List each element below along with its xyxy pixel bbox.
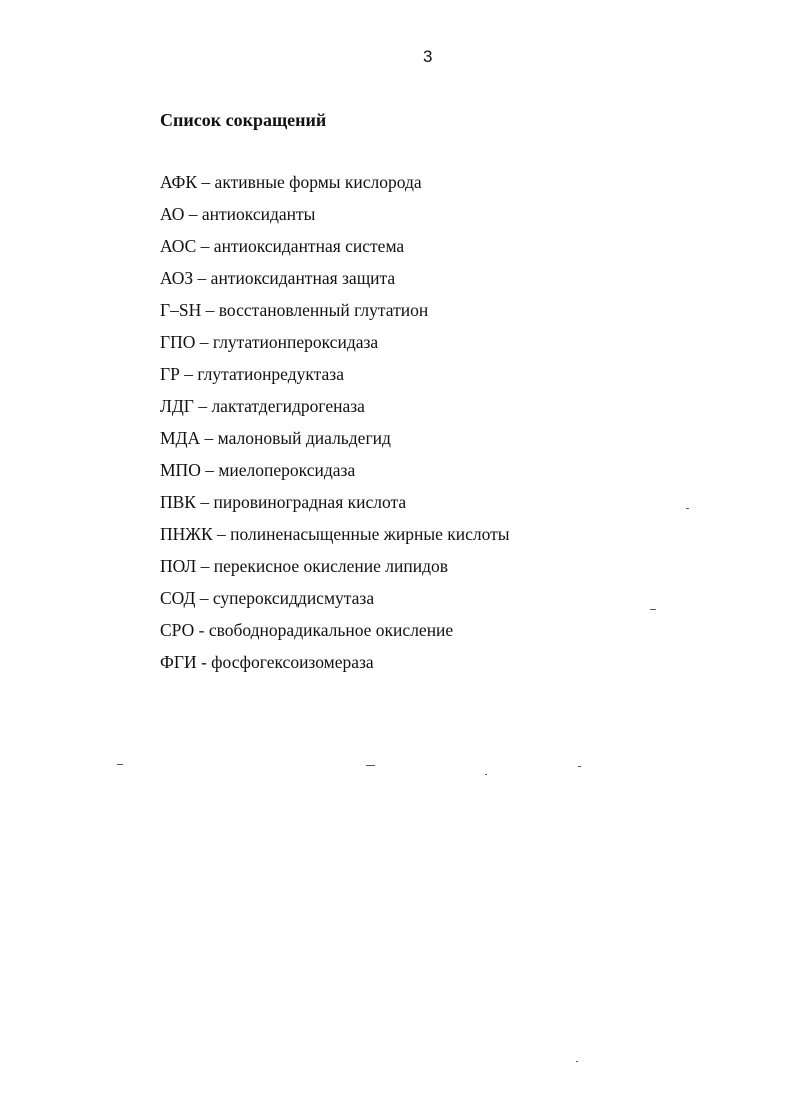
abbreviation-definition: антиоксидантная система	[213, 236, 405, 256]
abbreviation-definition: активные формы кислорода	[214, 172, 422, 192]
abbreviation-item	[160, 394, 510, 426]
abbreviation-item	[160, 554, 510, 586]
abbreviation-separator: –	[201, 300, 219, 320]
abbreviation-term: ГР	[160, 364, 180, 384]
abbreviation-item	[160, 202, 510, 234]
abbreviation-term: АОС	[160, 236, 197, 256]
abbreviation-item	[160, 522, 510, 554]
abbreviation-separator: –	[193, 396, 212, 416]
abbreviation-item	[160, 650, 510, 682]
abbreviation-item	[160, 266, 510, 298]
abbreviation-definition: пировиноградная кислота	[213, 492, 407, 512]
abbreviation-item	[160, 330, 510, 362]
abbreviation-term: ПВК	[160, 492, 196, 512]
abbreviation-term: ЛДГ	[160, 396, 194, 416]
abbreviation-item	[160, 170, 510, 202]
abbreviation-term: Г–SH	[160, 300, 202, 320]
abbreviation-separator: –	[179, 364, 198, 384]
abbreviation-item	[160, 458, 510, 490]
abbreviation-item	[160, 490, 510, 522]
abbreviation-separator: –	[193, 268, 211, 288]
abbreviation-definition: миелопероксидаза	[218, 460, 356, 480]
abbreviation-separator: –	[200, 428, 218, 448]
abbreviation-definition: антиоксидантная защита	[210, 268, 396, 288]
abbreviation-separator: –	[212, 524, 231, 544]
abbreviation-definition: фосфогексоизомераза	[211, 652, 374, 672]
abbreviation-term: МДА	[160, 428, 201, 448]
abbreviation-term: СРО	[160, 620, 195, 640]
scan-speck	[366, 765, 375, 766]
abbreviation-definition: малоновый диальдегид	[217, 428, 391, 448]
section-title: Список сокращений	[160, 110, 327, 130]
scan-speck	[578, 766, 581, 767]
abbreviation-item	[160, 586, 510, 618]
abbreviation-term: ГПО	[160, 332, 196, 352]
abbreviation-item	[160, 426, 510, 458]
abbreviation-definition: антиоксиданты	[201, 204, 316, 224]
abbreviation-definition: глутатионредуктаза	[197, 364, 344, 384]
abbreviation-separator: -	[194, 620, 209, 640]
abbreviation-definition: супероксиддисмутаза	[212, 588, 375, 608]
scan-speck	[576, 1061, 578, 1062]
scan-speck	[485, 774, 487, 775]
abbreviation-term: АО	[160, 204, 185, 224]
abbreviation-item	[160, 618, 510, 650]
abbreviation-separator: –	[197, 172, 215, 192]
abbreviation-item	[160, 298, 510, 330]
abbreviation-separator: –	[195, 492, 214, 512]
abbreviation-list	[160, 170, 510, 682]
abbreviation-separator: –	[196, 556, 214, 576]
abbreviation-separator: –	[184, 204, 202, 224]
abbreviation-separator: –	[195, 588, 213, 608]
abbreviation-term: ПОЛ	[160, 556, 197, 576]
abbreviation-definition: полиненасыщенные жирные кислоты	[230, 524, 510, 544]
abbreviation-definition: лактатдегидрогеназа	[211, 396, 365, 416]
abbreviation-definition: глутатионпероксидаза	[212, 332, 379, 352]
abbreviation-term: АФК	[160, 172, 198, 192]
abbreviation-definition: перекисное окисление липидов	[213, 556, 449, 576]
abbreviation-term: МПО	[160, 460, 201, 480]
scan-speck	[117, 764, 123, 765]
abbreviation-item	[160, 362, 510, 394]
scan-speck	[650, 609, 656, 610]
abbreviation-term: ПНЖК	[160, 524, 213, 544]
abbreviation-term: ФГИ	[160, 652, 197, 672]
abbreviation-separator: -	[196, 652, 212, 672]
abbreviation-term: СОД	[160, 588, 196, 608]
abbreviation-item	[160, 234, 510, 266]
abbreviation-separator: –	[195, 332, 213, 352]
page-number: 3	[423, 47, 433, 66]
abbreviation-definition: свободнорадикальное окисление	[208, 620, 454, 640]
abbreviation-term: АОЗ	[160, 268, 194, 288]
abbreviation-separator: –	[200, 460, 219, 480]
scan-speck	[686, 508, 689, 509]
abbreviation-definition: восстановленный глутатион	[218, 300, 429, 320]
abbreviation-separator: –	[196, 236, 214, 256]
